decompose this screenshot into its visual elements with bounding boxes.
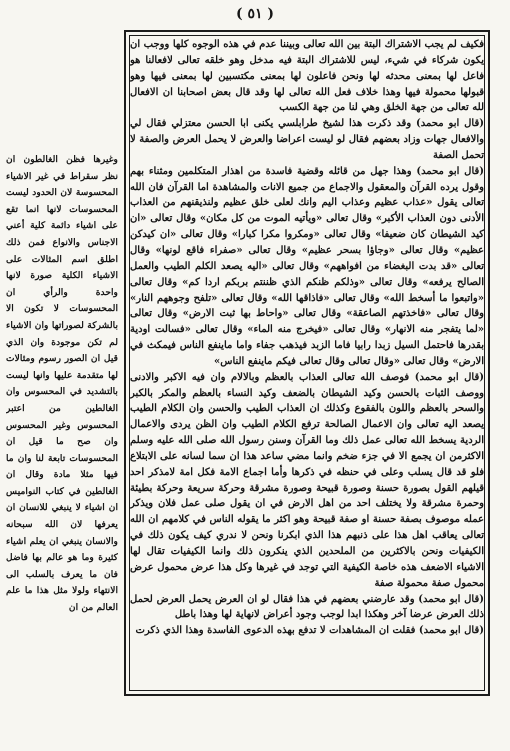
margin-paragraph: وغيرها فظن الغالطون ان نظر سقراط في غير الاشياء المحسوسة لان الحدود ليست المحسوسات لانها انما تقع على اشياء دائمة كلية أعني الاجناس والانواع فمن ذلك اطلق اسم المثالات على الاشياء الكلية صورة لانها واحدة والرأي ان المحسوسات لا تكون الا بالشركة لصوراتها وان الاشياء لم تكن موجودة وان الذي قيل ان الصور رسوم ومثالات لها متقدمة عليها وانها ليست بالتشديد في المحسوس وان الغالطين من اعتبر المحسوس وغير المحسوس وان صح ما قيل ان المحسوسات تابعة لنا وان ما فيها مثلا مادة وقال ان الغالطين في كتاب النواميس ان اشياء لا ينبغي للانسان ان يعرفها لان الله سبحانه والانسان ينبغي ان يعلم اشياء كثيرة وما هو عالم بها فاضل فان ما يعرف بالسلب الى الانتهاء ولولا مثل هذا ما علم العالم من ان xyxy=(6,154,118,614)
main-paragraph: (قال ابو محمد) وقد عارضني بعضهم في هذا فقال لو ان العرض يحمل العرض لحمل ذلك العرض عرضا آخر وهكذا ابدا لوجب وجود أعراض لانهاية لها وهذا باطل xyxy=(130,593,484,621)
main-paragraph: فكيف لم يجب الاشتراك البتة بين الله تعالى وبيننا عدم في هذه الوجوه كلها ووجب ان يكون شركاء في شيء، ليس للاشتراك البتة فيه مدخل وهو خلقه تعالى لافعالنا هو فاعل لها بمعنى محدثه لها ونحن فاعلون لها بمعنى مكتسبين لها بمعنى فيها وهو قبولها محمولة فيها وهذا خلاف فعل الله تعالى لها وقد قال بعض اصحابنا ان الافعال لله تعالى من جهة الخلق وهي لنا من جهة الكسب xyxy=(130,39,484,114)
main-paragraph: (قال ابو محمد) فقلت ان المشاهدات لا تدفع بهذه الدعوى الفاسدة وهذا الذي ذكرت xyxy=(135,625,484,637)
margin-note xyxy=(6,152,118,692)
main-paragraph: (قال ابو محمد) فوصف الله تعالى العذاب بالعظم وبالالام وان فيه الاكبر والادنى ووصف الثبات بالحسن وكيد الشيطان بالضعف وكيد النساء بالعظم والمكر بالكبر والسحر بالعظم واللون بالفقوع وكذلك ان العذاب الطيب والحسن وان الكلام الطيب يصعد اليه تعالى وان الاعمال الصالحة ترفع الكلام الطيب وان الظن يردى والاعمال الردية يسخط الله تعالى عمل ذلك وما القرآن وسنن رسول الله صلى الله عليه وسلم الاكثرمن ان يجمع الا في جزء ضخم وانما مضي ساعد هذا ان سما لسانه على الابتلاع فلو قد قال يسلب وعلى في حنظه في ذكرها وأما اجماع الامة فكل امة لامذكر احد قيلهم القول بصورة حسنة وصورة قبيحة وصورة مشرقة وحركة سريعة وحركة بطيئة وحمرة مشرقة ولا يختلف احد من اهل الارض في ان يقول صلى عمل فلان ويذكر عمله موصوف بصفة حسنة او صفة قبيحة وهو اكثر ما يقوله الناس في كلامهم ان الله تعالى يعاقب اهل هذا على ذنبهم هذا الذي ابكرنا ونحن لا ندري كيف يكون ذلك في الكيفيات ونحن بالاكثرين من الملحدين الذي ينكرون ذلك وانما الكيفيات تقال لها الاشياء الاضعف هذه خاصة الكيفية التي توجد في غيرها وكل هذا عرض محمول عرض محمول صفة محمولة صفة xyxy=(130,371,484,589)
page-number: ( ٥١ ) xyxy=(235,6,275,22)
main-paragraph: (قال ابو محمد) وقد ذكرت هذا لشيخ طرابلسي يكنى ابا الحسن معتزلي فقال لي والافعال جهات وزاد بعضهم فقال لو ليست اعراضا والعرض لا يحمل العرض والصفة لا تحمل الصفة xyxy=(130,118,484,161)
main-paragraph: (قال ابو محمد) وهذا جهل من قائله وقضية فاسدة من اهذار المتكلمين ومثناء بهم وقول يرده القرآن والمعقول والاجماع من جميع الانات والمشاهدة اما القرآن فان الله تعالى يقول «عذاب عظيم وعذاب اليم وانك لعلى خلق عظيم ولنذيقنهم من العذاب الأدنى دون العذاب الأكبر» وقال تعالى «ويأتيه الموت من كل مكان» وقال تعالى «ان كيد الشيطان كان ضعيفا» وقال تعالى «ومكروا مكرا كبارا» وقال تعالى «ان كيدكن عظيم» وقال تعالى «وجاؤا بسحر عظيم» وقال تعالى «صفراء فاقع لونها» وقال تعالى «قد بدت البغضاء من افواههم» وقال تعالى «اليه يصعد الكلم الطيب والعمل الصالح يرفعه» وقال تعالى «وذلكم ظنكم الذي ظننتم بربكم اردا كم» وقال تعالى «واتبعوا ما أسخط الله» وقال تعالى «فاذاقها الله» وقال تعالى «تلفح وجوههم النار» وقال تعالى «فاخذتهم الصاعقة» وقال تعالى «واحاط بها ثبت الارض» وقال تعالى «لما يتفجر منه الانهار» وقال تعالى «فيخرج منه الماء» وقال تعالى «فسالت اودية بقدرها فاحتمل السيل زبدا رابيا فاما الزبد فيذهب جفاء واما ماينفع الناس فيمكث في الارض» وقال تعالى «وقال تعالى وقال تعالى فيكم ماينفع الناس» xyxy=(130,165,484,367)
main-text-block xyxy=(130,37,484,691)
